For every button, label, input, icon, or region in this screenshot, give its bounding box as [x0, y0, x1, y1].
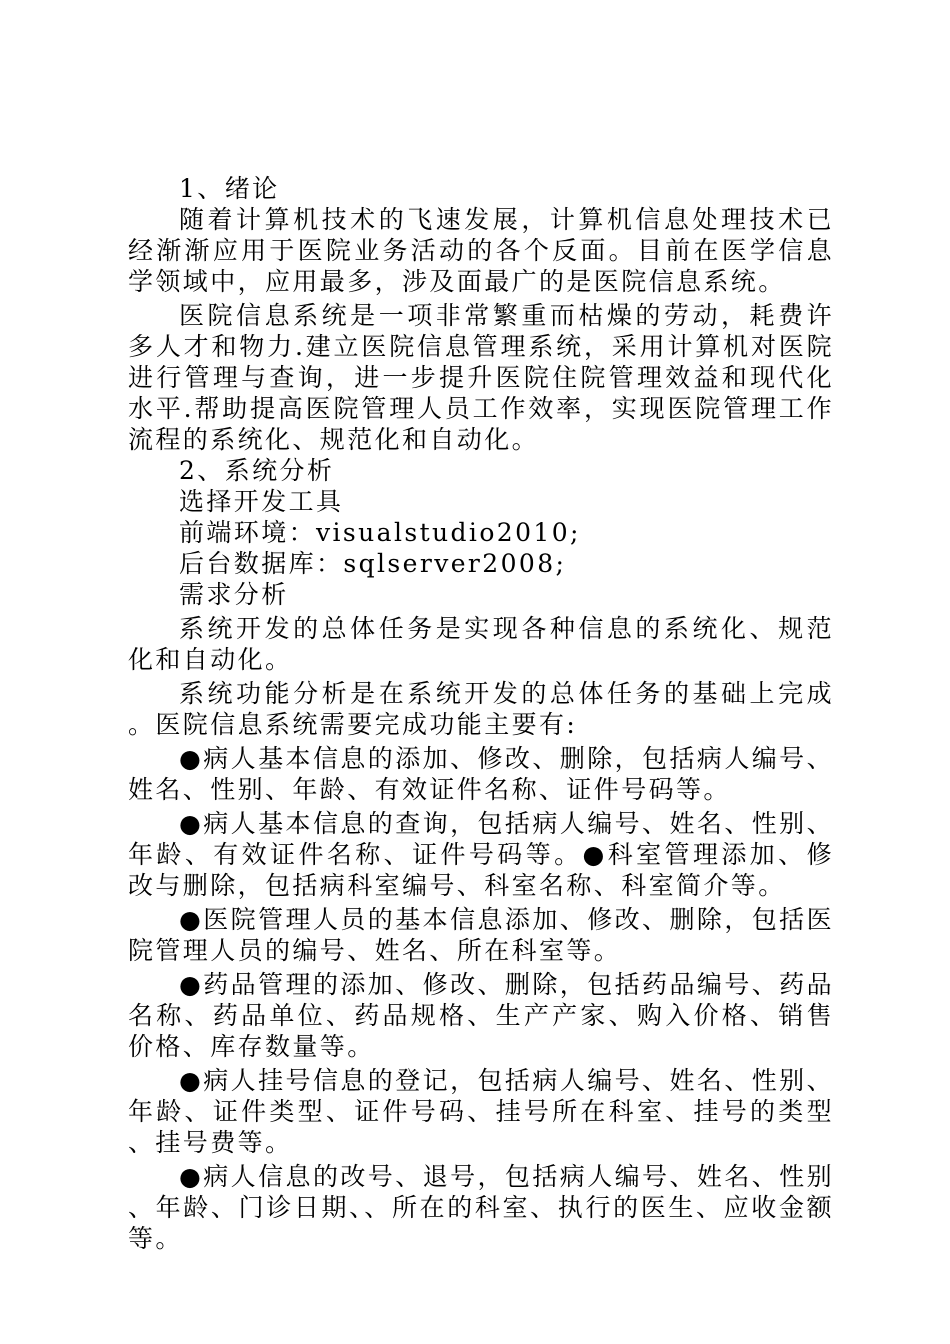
paragraph-intro-1: 随着计算机技术的飞速发展，计算机信息处理技术已经渐渐应用于医院业务活动的各个反面。目前在医学信息学领域中，应用最多，涉及面最广的是医院信息系统。: [128, 205, 834, 296]
document-body: [128, 173, 834, 1254]
backend-database: 后台数据库：sqlserver2008;: [179, 549, 567, 578]
bullet-registration: ●病人挂号信息的登记，包括病人编号、姓名、性别、年龄、证件类型、证件号码、挂号所在科室、挂号的类型、挂号费等。: [128, 1066, 834, 1157]
section-heading-analysis: 2、系统分析: [179, 456, 335, 485]
section-heading-intro: 1、绪论: [179, 174, 280, 203]
paragraph-function-analysis: 系统功能分析是在系统开发的总体任务的基础上完成。医院信息系统需要完成功能主要有:: [128, 679, 834, 739]
bullet-registration-change: ●病人信息的改号、退号，包括病人编号、姓名、性别、年龄、门诊日期、、所在的科室、执行的医生、应收金额等。: [128, 1162, 834, 1253]
bullet-staff-info: ●医院管理人员的基本信息添加、修改、删除，包括医院管理人员的编号、姓名、所在科室等。: [128, 905, 834, 965]
frontend-environment: 前端环境：visualstudio2010;: [179, 518, 581, 547]
subheading-dev-tools: 选择开发工具: [179, 487, 344, 516]
bullet-patient-info-query: ●病人基本信息的查询，包括病人编号、姓名、性别、年龄、有效证件名称、证件号码等。●科室管理添加、修改与删除，包括病科室编号、科室名称、科室简介等。: [128, 809, 834, 900]
bullet-patient-info-edit: ●病人基本信息的添加、修改、删除，包括病人编号、姓名、性别、年龄、有效证件名称、证件号码等。: [128, 744, 834, 804]
subheading-requirements: 需求分析: [179, 580, 289, 609]
paragraph-overall-task: 系统开发的总体任务是实现各种信息的系统化、规范化和自动化。: [128, 614, 834, 674]
bullet-drug-management: ●药品管理的添加、修改、删除，包括药品编号、药品名称、药品单位、药品规格、生产产家、购入价格、销售价格、库存数量等。: [128, 970, 834, 1061]
paragraph-intro-2: 医院信息系统是一项非常繁重而枯燥的劳动，耗费许多人才和物力.建立医院信息管理系统，采用计算机对医院进行管理与查询，进一步提升医院住院管理效益和现代化水平.帮助提高医院管理人员工作效率，实现医院管理工作流程的系统化、规范化和自动化。: [128, 301, 834, 454]
